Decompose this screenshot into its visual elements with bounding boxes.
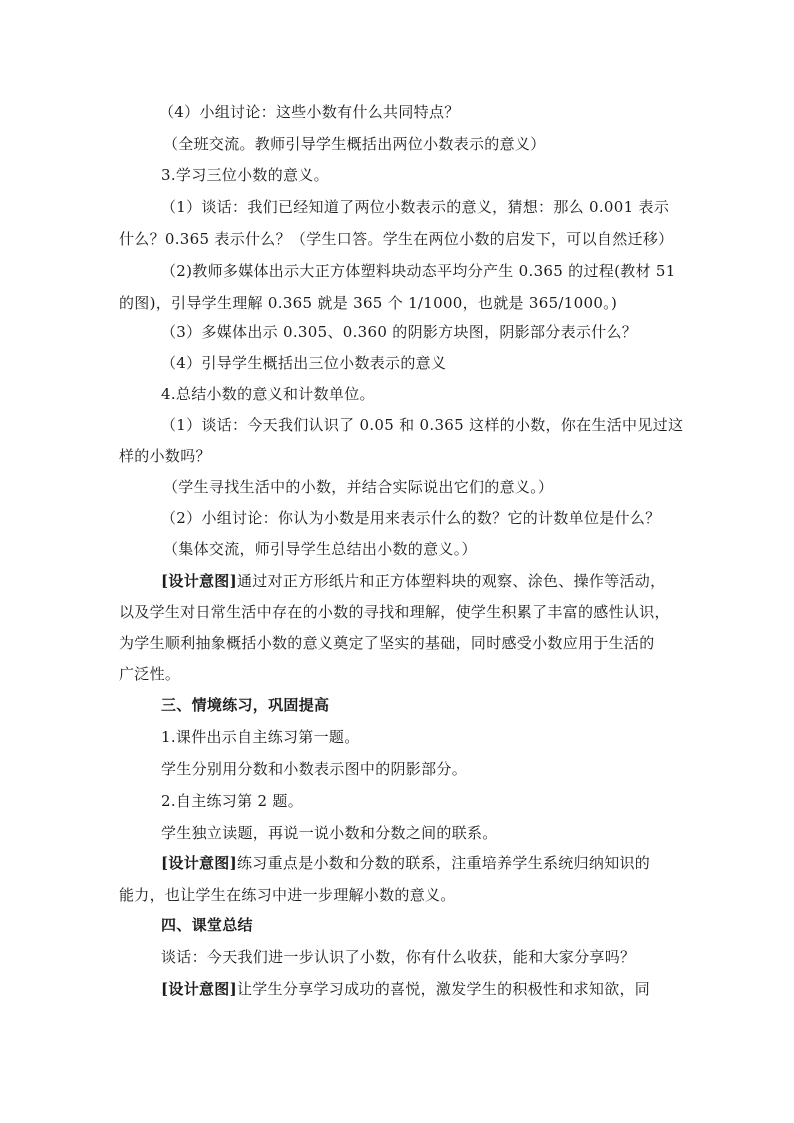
text-line: （2)教师多媒体出示大正方体塑料块动态平均分产生 0.365 的过程(教材 51 [161,262,676,280]
section-subheading: 3.学习三位小数的意义。 [161,166,329,184]
text-line: （全班交流。教师引导学生概括出两位小数表示的意义） [163,135,546,153]
text-line: 学生分别用分数和小数表示图中的阴影部分。 [161,760,468,778]
text-line: 能力，也让学生在练习中进一步理解小数的意义。 [119,886,456,904]
text-line: （2）小组讨论：你认为小数是用来表示什么的数？它的计数单位是什么？ [161,509,661,527]
text-line: （4）小组讨论：这些小数有什么共同特点？ [159,103,460,121]
text-line: 什么？0.365 表示什么？（学生口答。学生在两位小数的启发下，可以自然迁移） [119,230,674,248]
section-heading: 三、情境练习，巩固提高 [161,696,330,714]
text-line: （集体交流，师引导学生总结出小数的意义。） [163,540,477,558]
text-line: 以及学生对日常生活中存在的小数的寻找和理解，使学生积累了丰富的感性认识， [119,603,670,621]
text-segment: 通过对正方形纸片和正方体塑料块的观察、涂色、操作等活动， [237,572,666,590]
text-line: 样的小数吗？ [119,447,211,465]
section-subheading: 4.总结小数的意义和计数单位。 [161,385,375,403]
design-intent-paragraph [161,979,650,999]
text-line: （3）多媒体出示 0.305、0.360 的阴影方块图，阴影部分表示什么？ [161,323,638,341]
text-line: 学生独立读题，再说一说小数和分数之间的联系。 [161,824,498,842]
section-heading: 四、课堂总结 [161,916,253,934]
text-line: （4）引导学生概括出三位小数表示的意义 [161,354,447,372]
text-segment: 练习重点是小数和分数的联系，注重培养学生系统归纳知识的 [237,854,651,872]
text-line: 2.自主练习第 2 题。 [161,792,303,810]
text-line: （学生寻找生活中的小数，并结合实际说出它们的意义。） [163,478,554,496]
design-intent-paragraph [161,853,650,873]
text-segment: 让学生分享学习成功的喜悦，激发学生的积极性和求知欲，同 [237,980,651,998]
design-intent-label: [设计意图] [161,572,237,590]
text-line: （1）谈话：今天我们认识了 0.05 和 0.365 这样的小数，你在生活中见过这 [161,416,684,434]
text-line: 的图)，引导学生理解 0.365 就是 365 个 1/1000，也就是 365/1000。) [119,294,618,312]
design-intent-paragraph [161,571,665,591]
text-line: 广泛性。 [119,665,181,683]
text-line: （1）谈话：我们已经知道了两位小数表示的意义，猜想：那么 0.001 表示 [161,198,670,216]
design-intent-label: [设计意图] [161,854,237,872]
text-line: 谈话：今天我们进一步认识了小数，你有什么收获，能和大家分享吗？ [161,948,636,966]
text-line: 1.课件出示自主练习第一题。 [161,728,360,746]
design-intent-label: [设计意图] [161,980,237,998]
text-line: 为学生顺利抽象概括小数的意义奠定了坚实的基础，同时感受小数应用于生活的 [119,634,655,652]
